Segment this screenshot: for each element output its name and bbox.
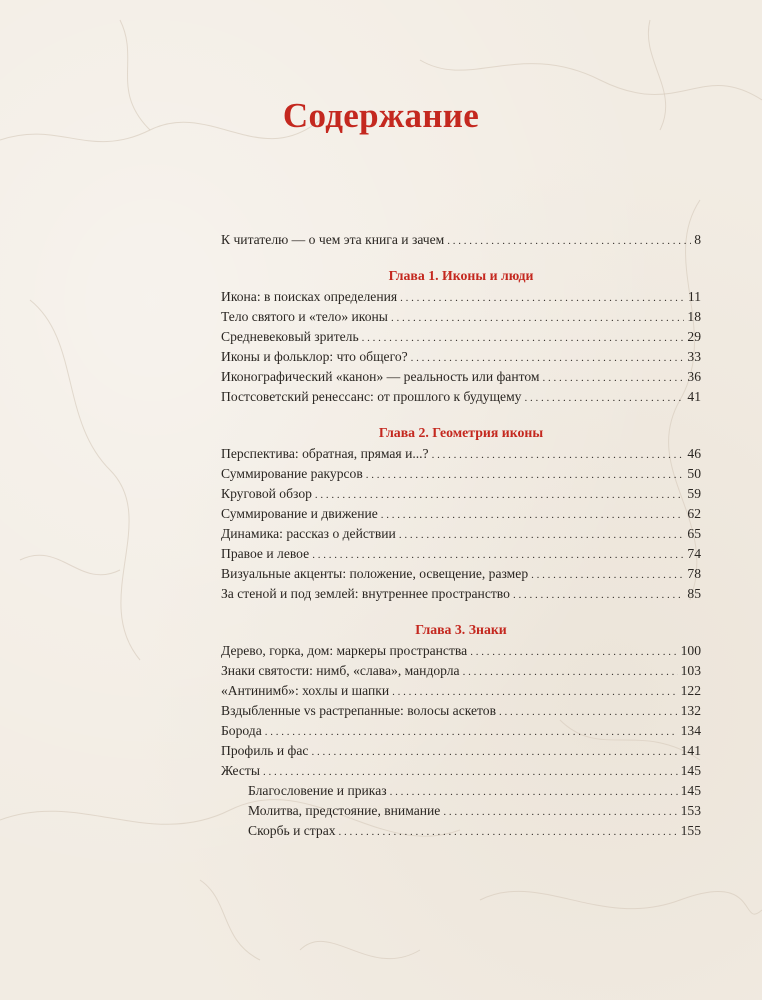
toc-entry[interactable] bbox=[221, 484, 701, 504]
toc-entry-intro[interactable] bbox=[221, 230, 701, 250]
toc-entry[interactable] bbox=[221, 564, 701, 584]
toc-entry-title: Суммирование и движение bbox=[221, 506, 378, 521]
toc-entry[interactable] bbox=[221, 584, 701, 604]
toc-entry-page: 145 bbox=[680, 763, 701, 778]
toc-entry-page: 8 bbox=[694, 232, 701, 247]
toc-entry-page: 103 bbox=[680, 663, 701, 678]
toc-leader-dots bbox=[312, 545, 684, 565]
toc-leader-dots bbox=[392, 682, 677, 702]
toc-entry[interactable] bbox=[221, 701, 701, 721]
toc-leader-dots bbox=[339, 822, 678, 842]
toc-leader-dots bbox=[400, 288, 685, 308]
toc-entry-page: 132 bbox=[680, 703, 701, 718]
toc-entry-title: Правое и левое bbox=[221, 546, 310, 561]
toc-leader-dots bbox=[432, 445, 685, 465]
toc-entry-title: Визуальные акценты: положение, освещение, размер bbox=[221, 566, 529, 581]
toc-entry-title: Иконографический «канон» — реальность или фантом bbox=[221, 369, 540, 384]
page-title: Содержание bbox=[282, 96, 480, 135]
toc-entry-title: Вздыбленные vs растрепанные: волосы аскетов bbox=[221, 703, 497, 718]
toc-entry-page: 65 bbox=[687, 526, 701, 541]
toc-entry[interactable] bbox=[221, 544, 701, 564]
toc-entry-title: Средневековый зритель bbox=[221, 329, 359, 344]
toc-leader-dots bbox=[411, 348, 685, 368]
toc-leader-dots bbox=[265, 722, 678, 742]
toc-entry-page: 29 bbox=[687, 329, 701, 344]
chapter-heading: Глава 2. Геометрия иконы bbox=[378, 425, 544, 440]
toc-entry[interactable] bbox=[221, 444, 701, 464]
toc-entry[interactable] bbox=[221, 387, 701, 407]
toc-entry-title: Тело святого и «тело» иконы bbox=[221, 309, 388, 324]
toc-leader-dots bbox=[391, 308, 684, 328]
toc-entry-page: 74 bbox=[687, 546, 701, 561]
toc-entry-title: Знаки святости: нимб, «слава», мандорла bbox=[221, 663, 460, 678]
toc-leader-dots bbox=[381, 505, 685, 525]
toc-entry[interactable] bbox=[221, 367, 701, 387]
toc-entry-title: Дерево, горка, дом: маркеры пространства bbox=[221, 643, 468, 658]
toc-leader-dots bbox=[524, 388, 684, 408]
toc-leader-dots bbox=[399, 525, 685, 545]
toc-entry-page: 155 bbox=[680, 823, 701, 838]
toc-leader-dots bbox=[463, 662, 678, 682]
table-of-contents bbox=[221, 230, 701, 841]
toc-entry-page: 18 bbox=[687, 309, 701, 324]
toc-subentry[interactable] bbox=[221, 781, 701, 801]
toc-entry-page: 62 bbox=[687, 506, 701, 521]
toc-leader-dots bbox=[362, 328, 685, 348]
toc-entry-title: За стеной и под землей: внутреннее пространство bbox=[221, 586, 510, 601]
toc-leader-dots bbox=[311, 742, 677, 762]
toc-entry[interactable] bbox=[221, 524, 701, 544]
toc-entry-page: 85 bbox=[687, 586, 701, 601]
chapter-heading: Глава 1. Иконы и люди bbox=[388, 268, 534, 283]
toc-entry[interactable] bbox=[221, 464, 701, 484]
toc-entry-title: Борода bbox=[221, 723, 262, 738]
toc-leader-dots bbox=[513, 585, 684, 605]
toc-entry[interactable] bbox=[221, 721, 701, 741]
toc-entry-title: Иконы и фольклор: что общего? bbox=[221, 349, 408, 364]
toc-entry[interactable] bbox=[221, 661, 701, 681]
toc-entry[interactable] bbox=[221, 307, 701, 327]
toc-entry-page: 100 bbox=[680, 643, 701, 658]
toc-leader-dots bbox=[447, 231, 691, 251]
toc-leader-dots bbox=[531, 565, 684, 585]
toc-leader-dots bbox=[263, 762, 678, 782]
toc-entry-page: 78 bbox=[687, 566, 701, 581]
chapter-heading: Глава 3. Знаки bbox=[415, 622, 507, 637]
toc-entry-page: 145 bbox=[680, 783, 701, 798]
toc-leader-dots bbox=[315, 485, 684, 505]
toc-entry-title: Перспектива: обратная, прямая и...? bbox=[221, 446, 429, 461]
toc-entry[interactable] bbox=[221, 641, 701, 661]
toc-entry-page: 41 bbox=[687, 389, 701, 404]
toc-entry[interactable] bbox=[221, 327, 701, 347]
toc-entry[interactable] bbox=[221, 287, 701, 307]
toc-entry[interactable] bbox=[221, 741, 701, 761]
toc-entry-title: Скорбь и страх bbox=[248, 823, 336, 838]
toc-subentry[interactable] bbox=[221, 821, 701, 841]
toc-entry-page: 134 bbox=[680, 723, 701, 738]
toc-entry-title: Постсоветский ренессанс: от прошлого к будущему bbox=[221, 389, 522, 404]
toc-leader-dots bbox=[366, 465, 685, 485]
toc-entry[interactable] bbox=[221, 681, 701, 701]
toc-leader-dots bbox=[543, 368, 685, 388]
toc-leader-dots bbox=[470, 642, 677, 662]
toc-entry[interactable] bbox=[221, 504, 701, 524]
toc-entry-page: 122 bbox=[680, 683, 701, 698]
toc-leader-dots bbox=[390, 782, 678, 802]
toc-entry-page: 36 bbox=[687, 369, 701, 384]
toc-entry-title: Суммирование ракурсов bbox=[221, 466, 363, 481]
toc-entry-page: 50 bbox=[687, 466, 701, 481]
toc-entry-page: 33 bbox=[687, 349, 701, 364]
toc-entry[interactable] bbox=[221, 761, 701, 781]
toc-entry-page: 59 bbox=[687, 486, 701, 501]
toc-leader-dots bbox=[443, 802, 677, 822]
toc-entry-title: Круговой обзор bbox=[221, 486, 312, 501]
toc-entry-title: Динамика: рассказ о действии bbox=[221, 526, 396, 541]
toc-entry-title: «Антинимб»: хохлы и шапки bbox=[221, 683, 390, 698]
toc-entry-title: Профиль и фас bbox=[221, 743, 309, 758]
toc-entry-title: Благословение и приказ bbox=[248, 783, 387, 798]
toc-entry-page: 153 bbox=[680, 803, 701, 818]
toc-entry-title: Икона: в поисках определения bbox=[221, 289, 398, 304]
toc-entry-page: 11 bbox=[687, 289, 701, 304]
toc-leader-dots bbox=[499, 702, 678, 722]
toc-entry-title: Жесты bbox=[221, 763, 260, 778]
toc-subentry[interactable] bbox=[221, 801, 701, 821]
toc-entry-title: К читателю — о чем эта книга и зачем bbox=[221, 232, 445, 247]
toc-entry-page: 141 bbox=[680, 743, 701, 758]
toc-entry-page: 46 bbox=[687, 446, 701, 461]
toc-entry-title: Молитва, предстояние, внимание bbox=[248, 803, 441, 818]
toc-entry[interactable] bbox=[221, 347, 701, 367]
